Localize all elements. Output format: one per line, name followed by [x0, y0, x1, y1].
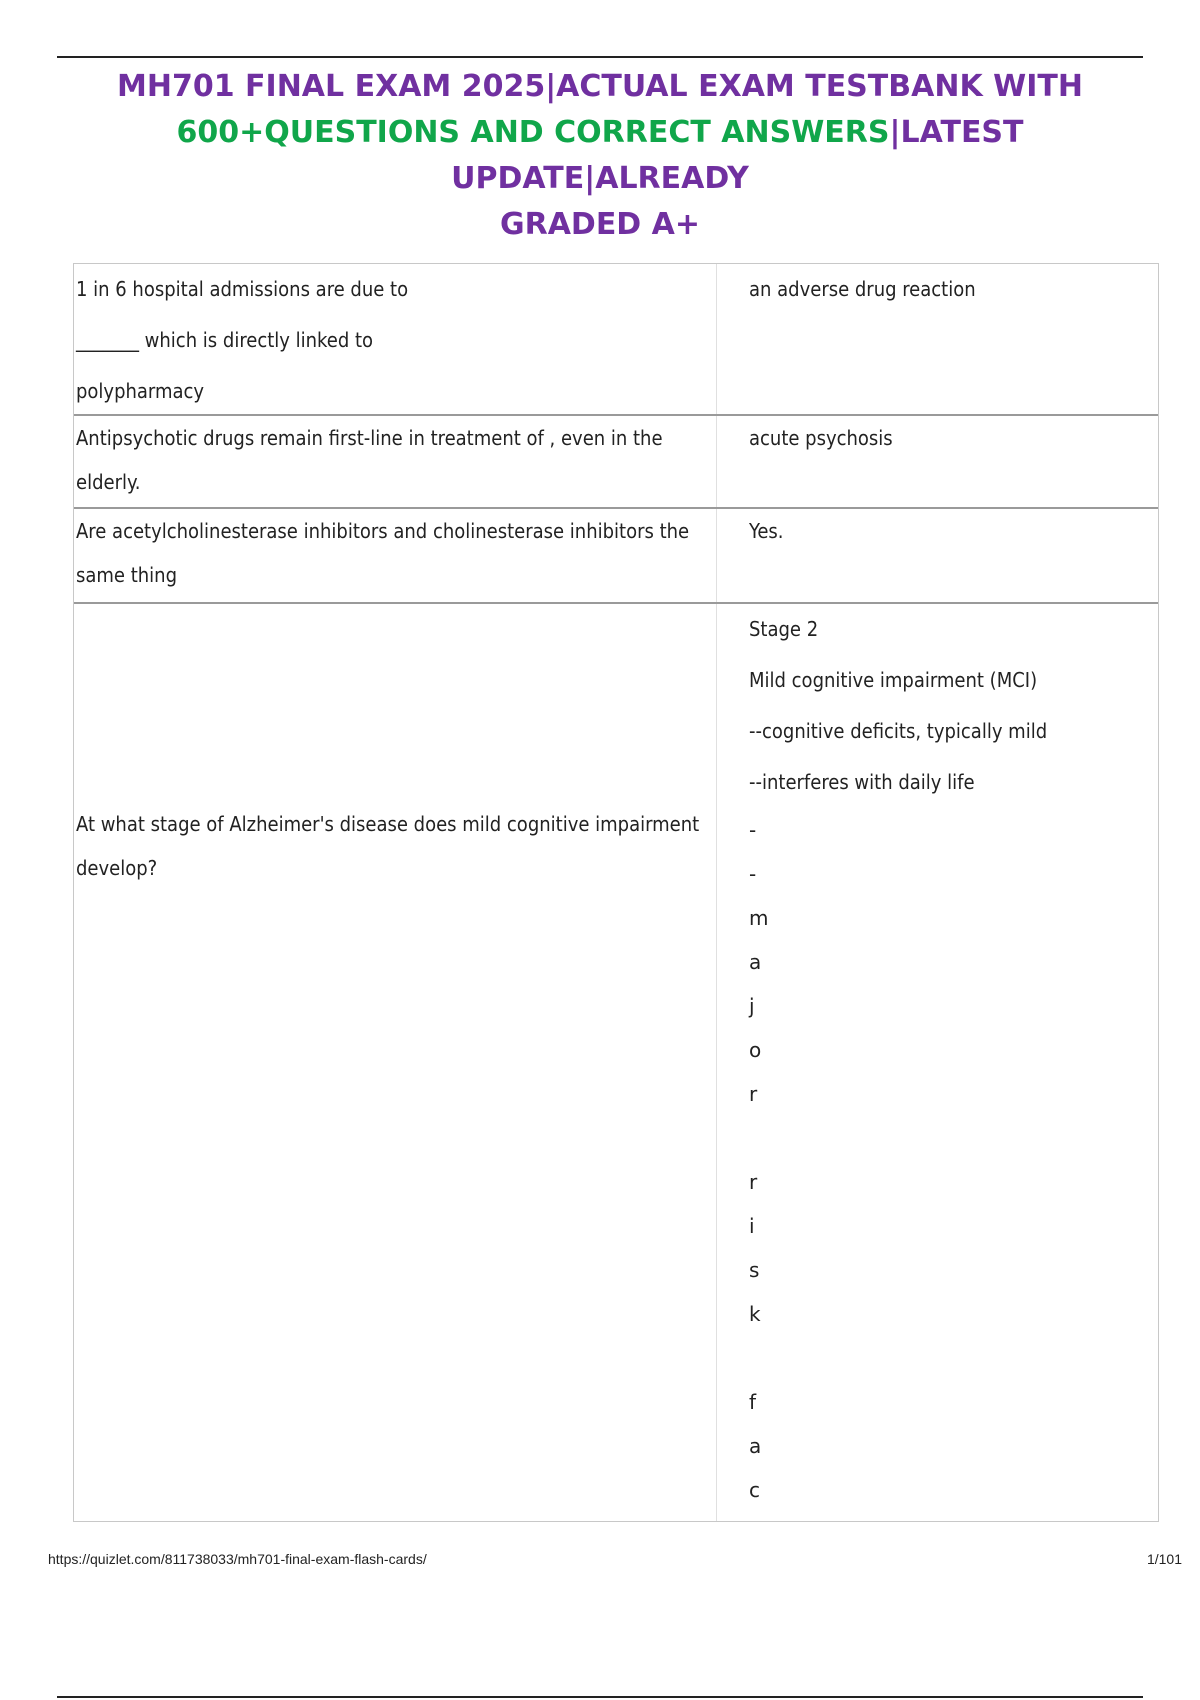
question-line: Antipsychotic drugs remain first-line in treatment of , even in the	[76, 426, 663, 450]
question-cell	[76, 509, 706, 597]
document-title	[60, 64, 1140, 248]
title-line-3: GRADED A+	[499, 207, 701, 242]
table-row	[74, 416, 1158, 509]
question-line: polypharmacy	[76, 379, 205, 403]
answer-letter: c	[749, 1478, 760, 1502]
answer-line: --interferes with daily life	[749, 770, 975, 794]
table-row	[74, 509, 1158, 604]
table-row	[74, 604, 1158, 1521]
bottom-rule	[57, 1696, 1143, 1698]
answer-letter: r	[749, 1170, 758, 1194]
source-url[interactable]: https://quizlet.com/811738033/mh701-final-exam-flash-cards/	[48, 1551, 427, 1567]
flashcard-table	[73, 263, 1159, 1522]
answer-letter: m	[749, 906, 769, 930]
answer-cell: acute psychosis	[749, 426, 893, 450]
page-number: 1/101	[1146, 1551, 1182, 1567]
answer-letter: i	[749, 1214, 755, 1238]
answer-letter: o	[749, 1038, 762, 1062]
answer-line: --cognitive deficits, typically mild	[749, 719, 1048, 743]
title-line-2-green: 600+QUESTIONS AND CORRECT ANSWERS	[176, 115, 890, 150]
title-line-2-purple: |LATEST UPDATE|ALREADY	[451, 115, 1024, 196]
column-divider	[716, 509, 717, 602]
question-line: same thing	[76, 563, 178, 587]
answer-letter: s	[749, 1258, 760, 1282]
column-divider	[716, 604, 717, 1521]
column-divider	[716, 264, 717, 414]
question-line: elderly.	[76, 470, 141, 494]
answer-letter: f	[749, 1390, 757, 1414]
answer-letter: -	[749, 818, 757, 842]
question-line: 1 in 6 hospital admissions are due to	[76, 277, 409, 301]
top-rule	[57, 56, 1143, 58]
answer-cell	[749, 604, 1149, 808]
title-line-1: MH701 FINAL EXAM 2025|ACTUAL EXAM TESTBANK WITH	[117, 69, 1083, 104]
answer-line: Stage 2	[749, 617, 819, 641]
answer-cell: an adverse drug reaction	[749, 277, 976, 301]
answer-cell: Yes.	[749, 519, 784, 543]
column-divider	[716, 416, 717, 507]
answer-letter: a	[749, 1434, 762, 1458]
table-row	[74, 264, 1158, 416]
answer-letter: a	[749, 950, 762, 974]
question-cell	[76, 802, 706, 890]
answer-letter	[749, 1116, 809, 1160]
question-cell	[76, 416, 706, 504]
answer-letter: j	[749, 994, 755, 1018]
question-line: develop?	[76, 856, 158, 880]
answer-line: Mild cognitive impairment (MCI)	[749, 668, 1038, 692]
question-cell	[76, 264, 706, 417]
question-line: At what stage of Alzheimer's disease does mild cognitive impairment	[76, 812, 700, 836]
answer-letter	[749, 1336, 809, 1380]
title-line-2	[60, 110, 1140, 202]
question-line: _______ which is directly linked to	[76, 328, 374, 352]
answer-letter: k	[749, 1302, 761, 1326]
question-line: Are acetylcholinesterase inhibitors and cholinesterase inhibitors the	[76, 519, 690, 543]
answer-letter: -	[749, 862, 757, 886]
answer-letter-column	[749, 808, 809, 1512]
answer-letter: r	[749, 1082, 758, 1106]
